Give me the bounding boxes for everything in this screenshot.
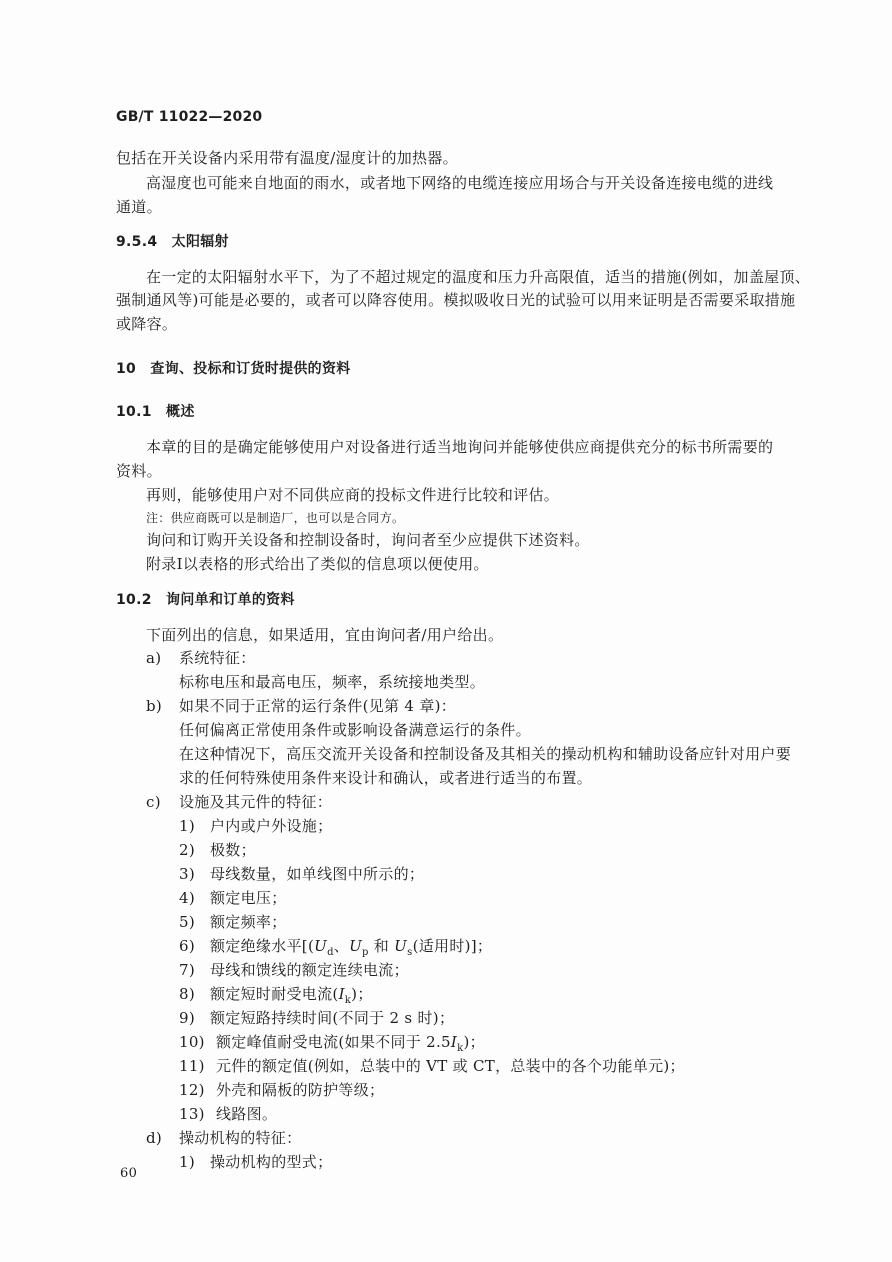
- paragraph-line: 或降容。: [116, 315, 178, 333]
- list-item-text: 在这种情况下，高压交流开关设备和控制设备及其相关的操动机构和辅助设备应针对用户要: [179, 745, 792, 763]
- sublist-text: 外壳和隔板的防护等级；: [216, 1081, 385, 1099]
- list-item-text: 标称电压和最高电压，频率，系统接地类型。: [179, 673, 486, 691]
- list-label: b): [146, 697, 163, 715]
- paragraph-line: 询问和订购开关设备和控制设备时，询问者至少应提供下述资料。: [146, 531, 590, 549]
- list-item-title: 如果不同于正常的运行条件(见第 4 章)：: [179, 697, 457, 715]
- sublist-text: 极数；: [210, 841, 256, 859]
- sublist-text: 额定电压；: [210, 889, 287, 907]
- sublist-number: 6): [179, 937, 195, 955]
- sublist-number: 11): [179, 1057, 205, 1075]
- paragraph-line: 强制通风等)可能是必要的，或者可以降容使用。模拟吸收日光的试验可以用来证明是否需要采取措施: [116, 291, 796, 309]
- sublist-text: 额定短路持续时间(不同于 2 s 时)；: [210, 1009, 455, 1027]
- sublist-text: 额定频率；: [210, 913, 287, 931]
- sublist-text: 母线和馈线的额定连续电流；: [210, 961, 409, 979]
- list-label: d): [146, 1129, 163, 1147]
- list-item-text: 任何偏离正常使用条件或影响设备满意运行的条件。: [179, 721, 531, 739]
- sublist-number: 7): [179, 961, 195, 979]
- list-item-title: 系统特征：: [179, 649, 256, 667]
- list-item-title: 操动机构的特征：: [179, 1129, 302, 1147]
- sublist-number: 9): [179, 1009, 195, 1027]
- chapter-heading-10: 10 查询、投标和订货时提供的资料: [116, 361, 351, 377]
- sublist-text: 户内或户外设施；: [210, 817, 333, 835]
- list-label: c): [146, 793, 161, 811]
- sublist-text: 母线数量，如单线图中所示的；: [210, 865, 425, 883]
- paragraph-line: 本章的目的是确定能够使用户对设备进行适当地询问并能够使供应商提供充分的标书所需要的: [146, 438, 774, 456]
- sublist-number: 3): [179, 865, 195, 883]
- note: 注：供应商既可以是制造厂，也可以是合同方。: [146, 511, 405, 525]
- sublist-text: 额定峰值耐受电流(如果不同于 $2.5I_k$)；: [216, 1033, 485, 1054]
- paragraph-line: 附录Ⅰ以表格的形式给出了类似的信息项以便使用。: [146, 555, 489, 573]
- sublist-number: 5): [179, 913, 195, 931]
- sublist-text: 操动机构的型式；: [210, 1153, 333, 1171]
- list-item-title: 设施及其元件的特征：: [179, 793, 333, 811]
- sublist-number: 1): [179, 1153, 195, 1171]
- sublist-text: 额定绝缘水平[($U_d$、$U_p$ 和 $U_s$(适用时)]；: [210, 937, 493, 958]
- paragraph-line: 高湿度也可能来自地面的雨水，或者地下网络的电缆连接应用场合与开关设备连接电缆的进线: [146, 174, 774, 192]
- sublist-number: 13): [179, 1105, 205, 1123]
- sublist-number: 10): [179, 1033, 205, 1051]
- paragraph-line: 下面列出的信息，如果适用，宜由询问者/用户给出。: [146, 626, 504, 644]
- sublist-text: 线路图。: [216, 1105, 278, 1123]
- sublist-text: 元件的额定值(例如，总装中的 VT 或 CT，总装中的各个功能单元)；: [216, 1057, 685, 1075]
- page-number: 60: [120, 1166, 138, 1181]
- section-heading-10-1: 10.1 概述: [116, 404, 195, 420]
- paragraph-line: 包括在开关设备内采用带有温度/湿度计的加热器。: [116, 149, 458, 167]
- sublist-number: 4): [179, 889, 195, 907]
- section-heading-9-5-4: 9.5.4 太阳辐射: [116, 234, 229, 250]
- paragraph-line: 资料。: [116, 462, 162, 480]
- section-heading-10-2: 10.2 询问单和订单的资料: [116, 592, 295, 608]
- sublist-text: 额定短时耐受电流$(I_k)$；: [210, 985, 373, 1006]
- paragraph-line: 在一定的太阳辐射水平下，为了不超过规定的温度和压力升高限值，适当的措施(例如，加盖屋顶、: [146, 268, 811, 286]
- paragraph-line: 通道。: [116, 198, 162, 216]
- standard-number: GB/T 11022—2020: [116, 109, 263, 125]
- sublist-number: 2): [179, 841, 195, 859]
- list-item-text: 求的任何特殊使用条件来设计和确认，或者进行适当的布置。: [179, 769, 593, 787]
- sublist-number: 1): [179, 817, 195, 835]
- list-label: a): [146, 649, 162, 667]
- paragraph-line: 再则，能够使用户对不同供应商的投标文件进行比较和评估。: [146, 486, 560, 504]
- sublist-number: 8): [179, 985, 195, 1003]
- sublist-number: 12): [179, 1081, 205, 1099]
